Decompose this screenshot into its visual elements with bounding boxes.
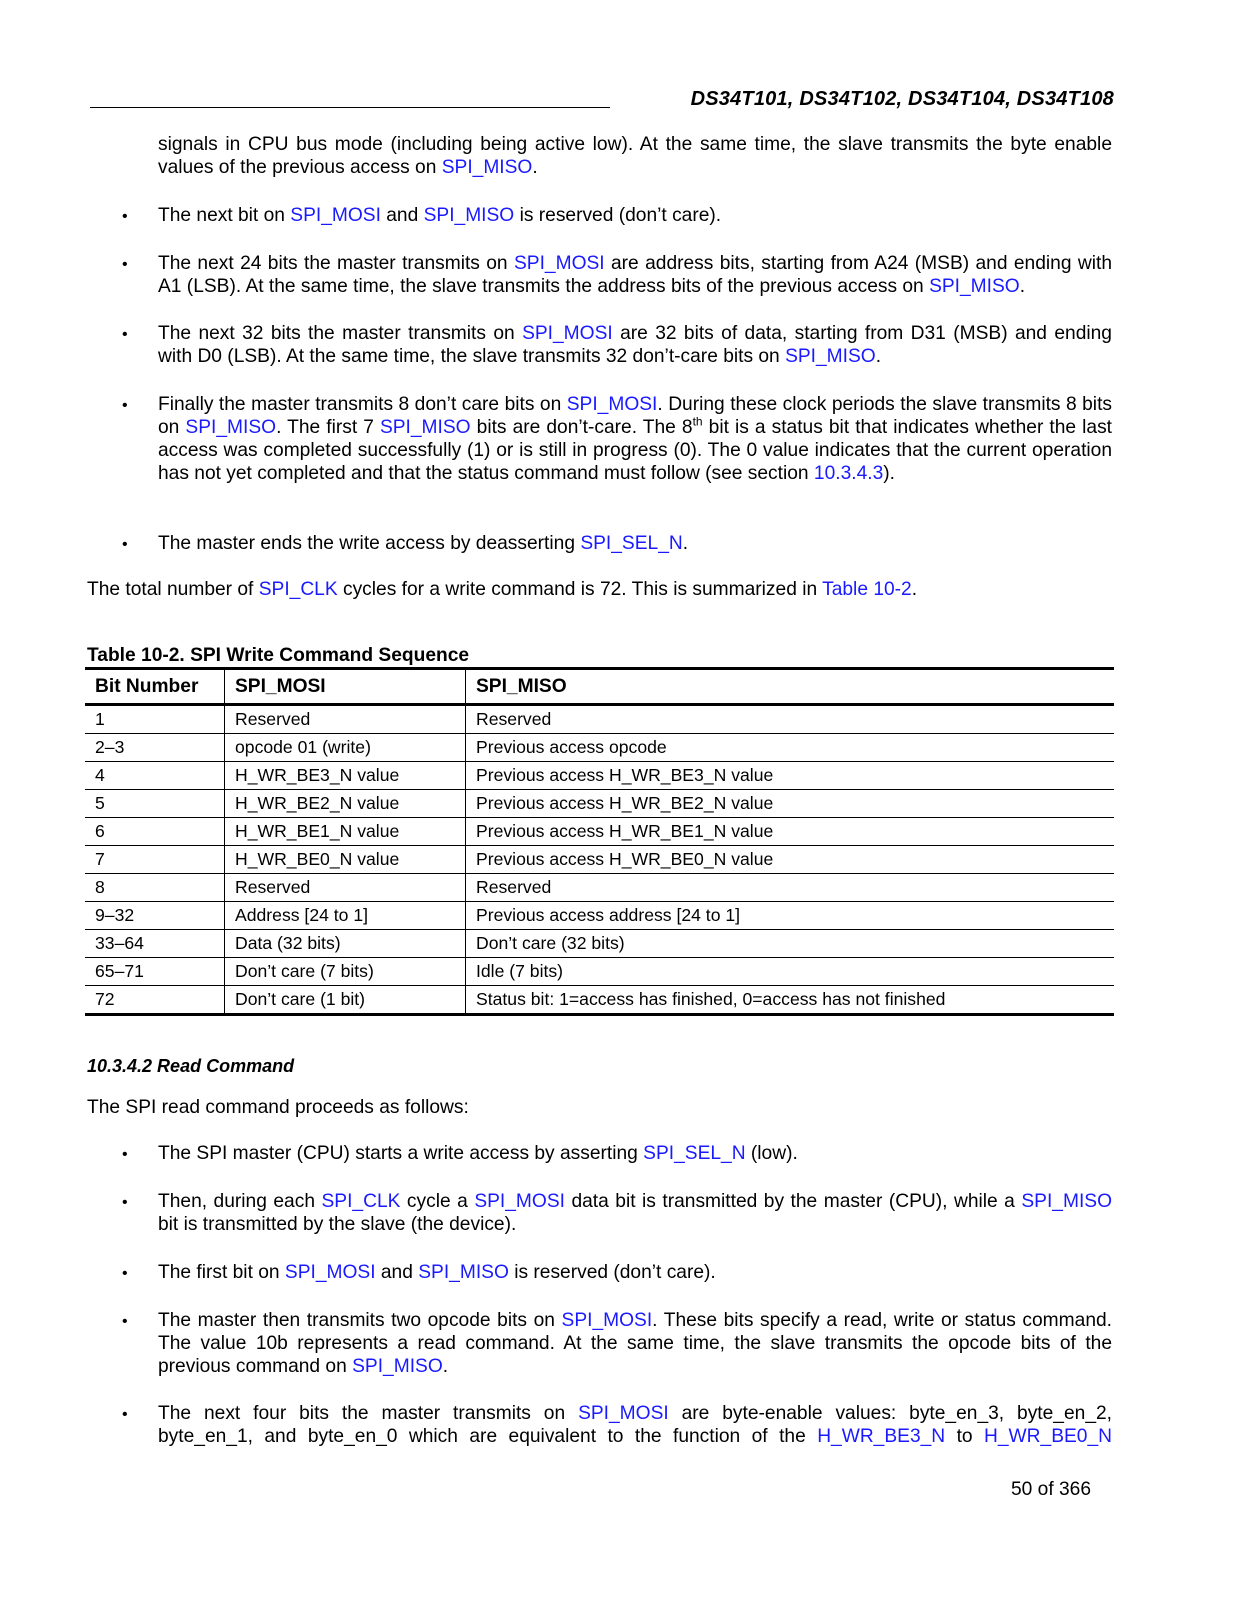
summary-paragraph: The total number of SPI_CLK cycles for a write command is 72. This is summarized in Table 10-2. — [87, 579, 918, 600]
bullet-marker: • — [122, 536, 128, 553]
list-item: The next 32 bits the master transmits on SPI_MOSI are 32 bits of data, starting from D31 (MSB) and ending with D0 (LSB). At the same time, the slave transmits 32 don’t-care bits on SPI_MISO. — [158, 323, 1112, 367]
table-cell: Don’t care (1 bit) — [225, 986, 466, 1015]
list-item: The master then transmits two opcode bits on SPI_MOSI. These bits specify a read, write or status command. The value 10b represents a read command. At the same time, the slave transmits the opcode bits of the previous command on SPI_MISO. — [158, 1310, 1112, 1377]
link-spi-mosi[interactable]: SPI_MOSI — [474, 1191, 565, 1212]
table-row — [85, 790, 1114, 818]
table-cell: Idle (7 bits) — [466, 958, 1115, 986]
list-item: The master ends the write access by deasserting SPI_SEL_N. — [158, 533, 689, 554]
bullet-marker: • — [122, 1313, 128, 1330]
link-spi-miso[interactable]: SPI_MISO — [423, 205, 515, 226]
table-row — [85, 902, 1114, 930]
bullet-marker: • — [122, 1194, 128, 1211]
bullet-marker: • — [122, 1406, 128, 1423]
table-cell: Previous access H_WR_BE0_N value — [466, 846, 1115, 874]
list-item: Finally the master transmits 8 don’t care bits on SPI_MOSI. During these clock periods the slave transmits 8 bits on SPI_MISO. The first 7 SPI_MISO bits are don’t-care. The 8th bit is a status bit that indicates whether the last access was completed successfully (1) or is still in progress (0). The 0 value indicates that the current operation has not yet completed and that the status command must follow (see section 10.3.4.3). — [158, 394, 1112, 484]
link-spi-miso[interactable]: SPI_MISO — [929, 276, 1020, 297]
spi-write-command-table — [85, 667, 1114, 1016]
link-spi-clk[interactable]: SPI_CLK — [258, 579, 338, 600]
table-row — [85, 958, 1114, 986]
table-cell: Status bit: 1=access has finished, 0=access has not finished — [466, 986, 1115, 1015]
list-item: The next bit on SPI_MOSI and SPI_MISO is reserved (don’t care). — [158, 205, 722, 226]
link-spi-miso[interactable]: SPI_MISO — [1021, 1191, 1112, 1212]
intro-paragraph: signals in CPU bus mode (including being active low). At the same time, the slave transmits the byte enable values of the previous access on SPI_MISO. — [158, 134, 1112, 178]
bullet-marker: • — [122, 326, 128, 343]
table-cell: Previous access opcode — [466, 734, 1115, 762]
link-section-10-3-4-3[interactable]: 10.3.4.3 — [813, 463, 884, 484]
section-intro: The SPI read command proceeds as follows: — [87, 1097, 469, 1118]
table-cell: 65–71 — [85, 958, 225, 986]
table-cell: 9–32 — [85, 902, 225, 930]
table-cell: Don’t care (7 bits) — [225, 958, 466, 986]
link-spi-miso[interactable]: SPI_MISO — [418, 1262, 509, 1283]
table-cell: Address [24 to 1] — [225, 902, 466, 930]
table-cell: H_WR_BE0_N value — [225, 846, 466, 874]
table-cell: Reserved — [466, 705, 1115, 734]
table-cell: 7 — [85, 846, 225, 874]
list-item: The SPI master (CPU) starts a write access by asserting SPI_SEL_N (low). — [158, 1143, 798, 1164]
table-cell: 2–3 — [85, 734, 225, 762]
link-spi-clk[interactable]: SPI_CLK — [321, 1191, 401, 1212]
link-table-10-2[interactable]: Table 10-2 — [822, 579, 912, 600]
table-cell: Reserved — [225, 705, 466, 734]
link-spi-miso[interactable]: SPI_MISO — [379, 417, 471, 438]
link-spi-mosi[interactable]: SPI_MOSI — [561, 1310, 653, 1331]
link-spi-miso[interactable]: SPI_MISO — [185, 417, 277, 438]
table-cell: H_WR_BE1_N value — [225, 818, 466, 846]
table-row — [85, 762, 1114, 790]
document-title: DS34T101, DS34T102, DS34T104, DS34T108 — [685, 88, 1114, 111]
table-cell: Previous access H_WR_BE1_N value — [466, 818, 1115, 846]
link-h-wr-be0-n[interactable]: H_WR_BE0_N — [984, 1426, 1112, 1447]
header-rule — [90, 107, 610, 108]
table-cell: Reserved — [225, 874, 466, 902]
bullet-marker: • — [122, 397, 128, 414]
bullet-marker: • — [122, 256, 128, 273]
column-header: Bit Number — [85, 669, 225, 705]
table-cell: H_WR_BE3_N value — [225, 762, 466, 790]
table-cell: 6 — [85, 818, 225, 846]
table-cell: Reserved — [466, 874, 1115, 902]
link-spi-miso[interactable]: SPI_MISO — [352, 1356, 443, 1377]
column-header: SPI_MOSI — [225, 669, 466, 705]
table-cell: Don’t care (32 bits) — [466, 930, 1115, 958]
link-h-wr-be3-n[interactable]: H_WR_BE3_N — [817, 1426, 946, 1447]
link-spi-mosi[interactable]: SPI_MOSI — [522, 323, 613, 344]
table-caption: Table 10-2. SPI Write Command Sequence — [87, 645, 470, 666]
table-row — [85, 734, 1114, 762]
table-cell: Data (32 bits) — [225, 930, 466, 958]
table-cell: opcode 01 (write) — [225, 734, 466, 762]
section-heading: 10.3.4.2 Read Command — [87, 1056, 295, 1076]
page-header — [88, 88, 1114, 112]
list-item: The next 24 bits the master transmits on SPI_MOSI are address bits, starting from A24 (MSB) and ending with A1 (LSB). At the same time, the slave transmits the address bits of the previous access on SPI_MISO. — [158, 253, 1112, 297]
table-cell: 33–64 — [85, 930, 225, 958]
table-cell: 1 — [85, 705, 225, 734]
table-cell: H_WR_BE2_N value — [225, 790, 466, 818]
table-row — [85, 846, 1114, 874]
table-row — [85, 930, 1114, 958]
table-row — [85, 874, 1114, 902]
link-spi-mosi[interactable]: SPI_MOSI — [578, 1403, 669, 1424]
link-spi-sel-n[interactable]: SPI_SEL_N — [580, 533, 683, 554]
bullet-marker: • — [122, 208, 128, 225]
link-spi-mosi[interactable]: SPI_MOSI — [566, 394, 658, 415]
bullet-marker: • — [122, 1265, 128, 1282]
table-header-row — [85, 669, 1114, 705]
table-cell: Previous access H_WR_BE3_N value — [466, 762, 1115, 790]
list-item: The first bit on SPI_MOSI and SPI_MISO is reserved (don’t care). — [158, 1262, 716, 1283]
link-spi-sel-n[interactable]: SPI_SEL_N — [643, 1143, 746, 1164]
link-spi-miso[interactable]: SPI_MISO — [441, 157, 533, 178]
table-cell: Previous access H_WR_BE2_N value — [466, 790, 1115, 818]
column-header: SPI_MISO — [466, 669, 1115, 705]
table-row — [85, 818, 1114, 846]
bullet-marker: • — [122, 1146, 128, 1163]
table-cell: Previous access address [24 to 1] — [466, 902, 1115, 930]
link-spi-mosi[interactable]: SPI_MOSI — [290, 205, 381, 226]
table-cell: 5 — [85, 790, 225, 818]
table-row — [85, 986, 1114, 1015]
link-spi-miso[interactable]: SPI_MISO — [785, 346, 876, 367]
link-spi-mosi[interactable]: SPI_MOSI — [284, 1262, 376, 1283]
list-item: Then, during each SPI_CLK cycle a SPI_MOSI data bit is transmitted by the master (CPU), while a SPI_MISO bit is transmitted by the slave (the device). — [158, 1191, 1112, 1235]
table-cell: 8 — [85, 874, 225, 902]
link-spi-mosi[interactable]: SPI_MOSI — [513, 253, 605, 274]
table-cell: 72 — [85, 986, 225, 1015]
table-row — [85, 705, 1114, 734]
table-cell: 4 — [85, 762, 225, 790]
list-item: The next four bits the master transmits on SPI_MOSI are byte-enable values: byte_en_3, byte_en_2, byte_en_1, and byte_en_0 which are equivalent to the function of the H_WR_BE3_N to H_WR_BE0_N — [158, 1403, 1112, 1447]
page-number: 50 of 366 — [1010, 1479, 1091, 1500]
